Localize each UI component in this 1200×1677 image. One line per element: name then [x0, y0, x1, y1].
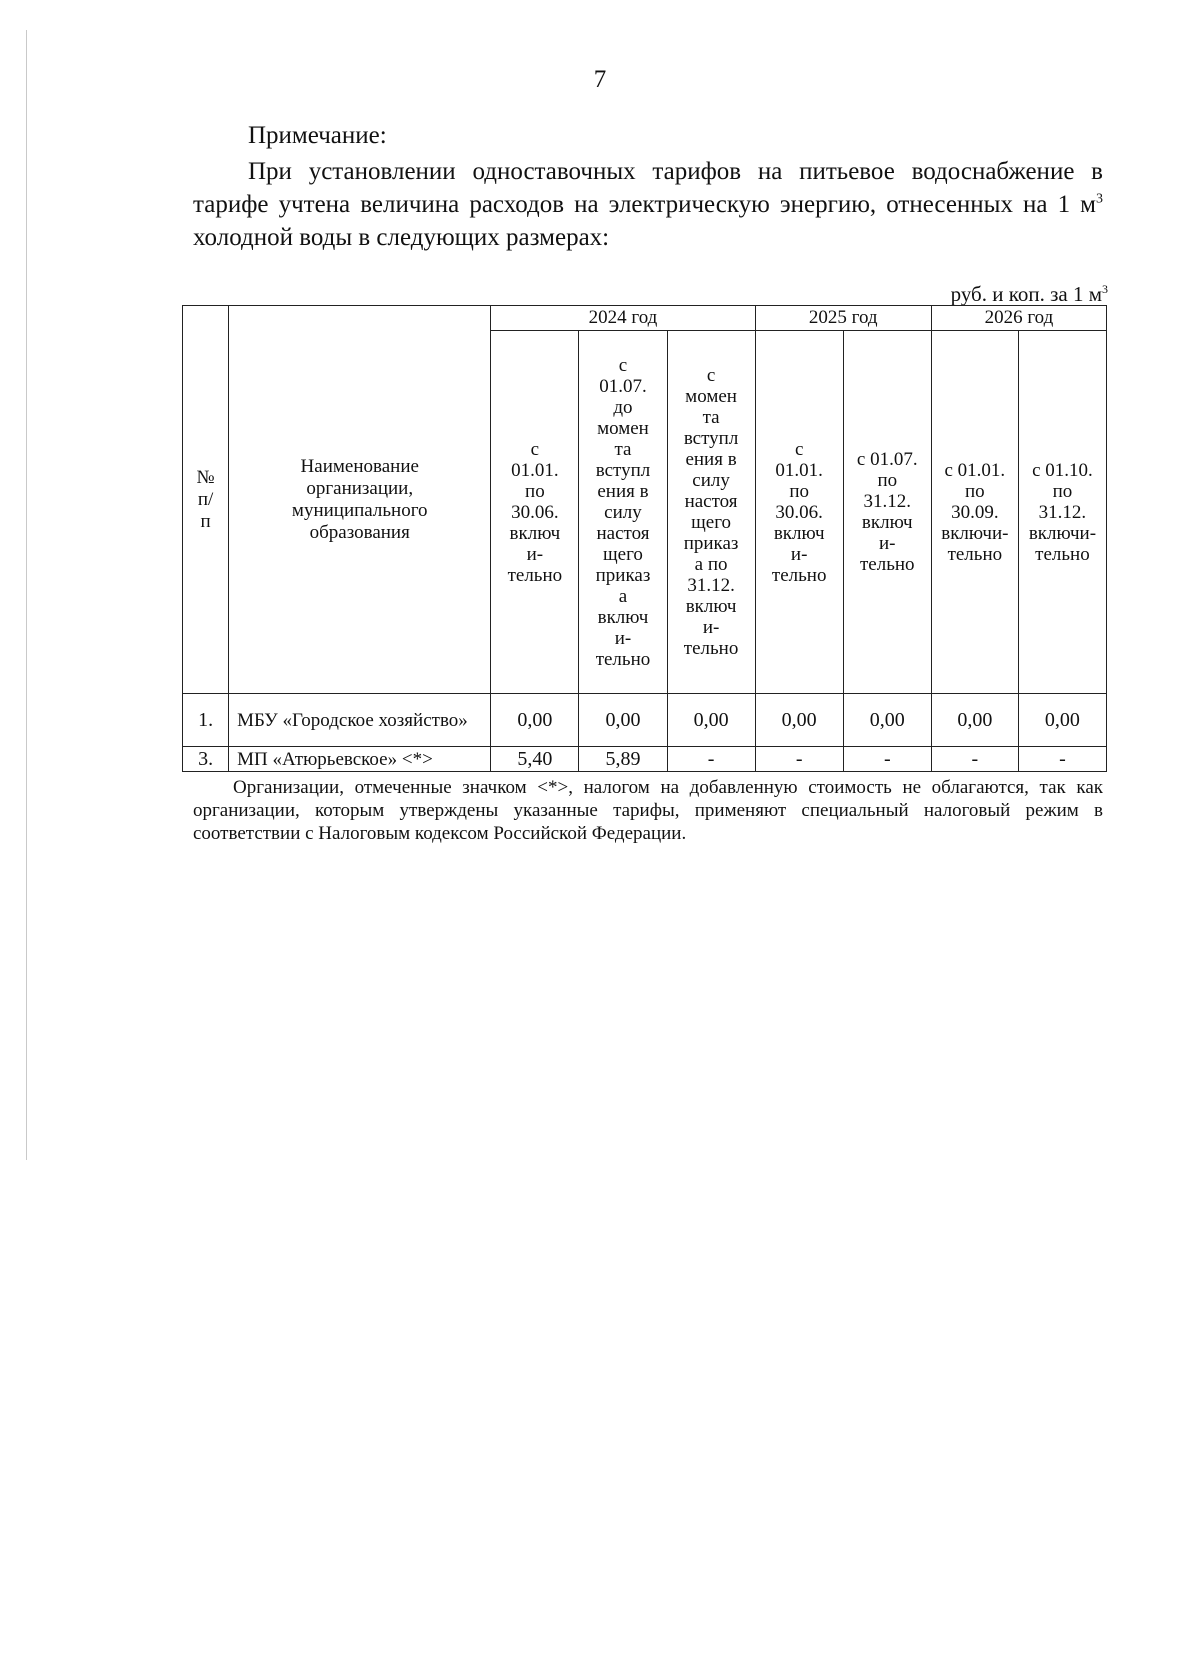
- unit-caption: [951, 282, 1108, 307]
- tariff-value: 0,00: [843, 694, 931, 747]
- note-superscript: 3: [1096, 191, 1103, 207]
- header-period: с 01.01. по 30.06. включ и- тельно: [755, 331, 843, 694]
- tariff-value: -: [931, 747, 1018, 772]
- left-margin-line: [26, 30, 27, 1160]
- organization-name: МП «Атюрьевское» <*>: [229, 747, 491, 772]
- header-year-2026: 2026 год: [931, 306, 1106, 331]
- header-year-2025: 2025 год: [755, 306, 931, 331]
- header-period: с 01.10. по 31.12. включи- тельно: [1018, 331, 1106, 694]
- header-period: с 01.07. до момен та вступл ения в силу настоя щего приказ а включ и- тельно: [579, 331, 667, 694]
- tariff-value: -: [755, 747, 843, 772]
- note-title: Примечание:: [248, 122, 387, 149]
- row-number: 3.: [183, 747, 229, 772]
- row-number: 1.: [183, 694, 229, 747]
- tariff-value: 0,00: [1018, 694, 1106, 747]
- table-row: [183, 694, 1107, 747]
- tariff-value: 0,00: [491, 694, 579, 747]
- tariff-value: 0,00: [755, 694, 843, 747]
- header-name: Наименование организации, муниципального образования: [229, 306, 491, 694]
- tariff-value: 0,00: [931, 694, 1018, 747]
- note-text-end: холодной воды в следующих размерах:: [193, 224, 610, 251]
- tariff-value: 0,00: [579, 694, 667, 747]
- header-period: с момен та вступл ения в силу настоя щего приказ а по 31.12. включ и- тельно: [667, 331, 755, 694]
- header-period: с 01.01. по 30.09. включи- тельно: [931, 331, 1018, 694]
- unit-superscript: 3: [1102, 282, 1108, 296]
- header-num: № п/ п: [183, 306, 229, 694]
- organization-name: МБУ «Городское хозяйство»: [229, 694, 491, 747]
- header-period: с 01.01. по 30.06. включ и- тельно: [491, 331, 579, 694]
- footnote: Организации, отмеченные значком <*>, налогом на добавленную стоимость не облагаются, так как организации, которым утверждены указанные тарифы, применяют специальный налоговый режим в соответствии с Налоговым кодексом Российской Федерации.: [193, 777, 1103, 844]
- page-number: 7: [593, 66, 607, 93]
- note-paragraph: [193, 155, 1103, 254]
- unit-text: руб. и коп. за 1 м: [950, 282, 1102, 306]
- tariff-value: 5,40: [491, 747, 579, 772]
- tariff-table: [182, 305, 1107, 772]
- tariff-value: 0,00: [667, 694, 755, 747]
- header-period: с 01.07. по 31.12. включ и- тельно: [843, 331, 931, 694]
- table-row: [183, 747, 1107, 772]
- header-row-years: [183, 306, 1107, 331]
- note-text: При установлении одноставочных тарифов на питьевое водоснабжение в тарифе учтена величина расходов на электрическую энергию, отнесенных на 1 м: [193, 158, 1103, 218]
- tariff-value: -: [1018, 747, 1106, 772]
- header-year-2024: 2024 год: [491, 306, 755, 331]
- tariff-value: 5,89: [579, 747, 667, 772]
- tariff-value: -: [667, 747, 755, 772]
- tariff-value: -: [843, 747, 931, 772]
